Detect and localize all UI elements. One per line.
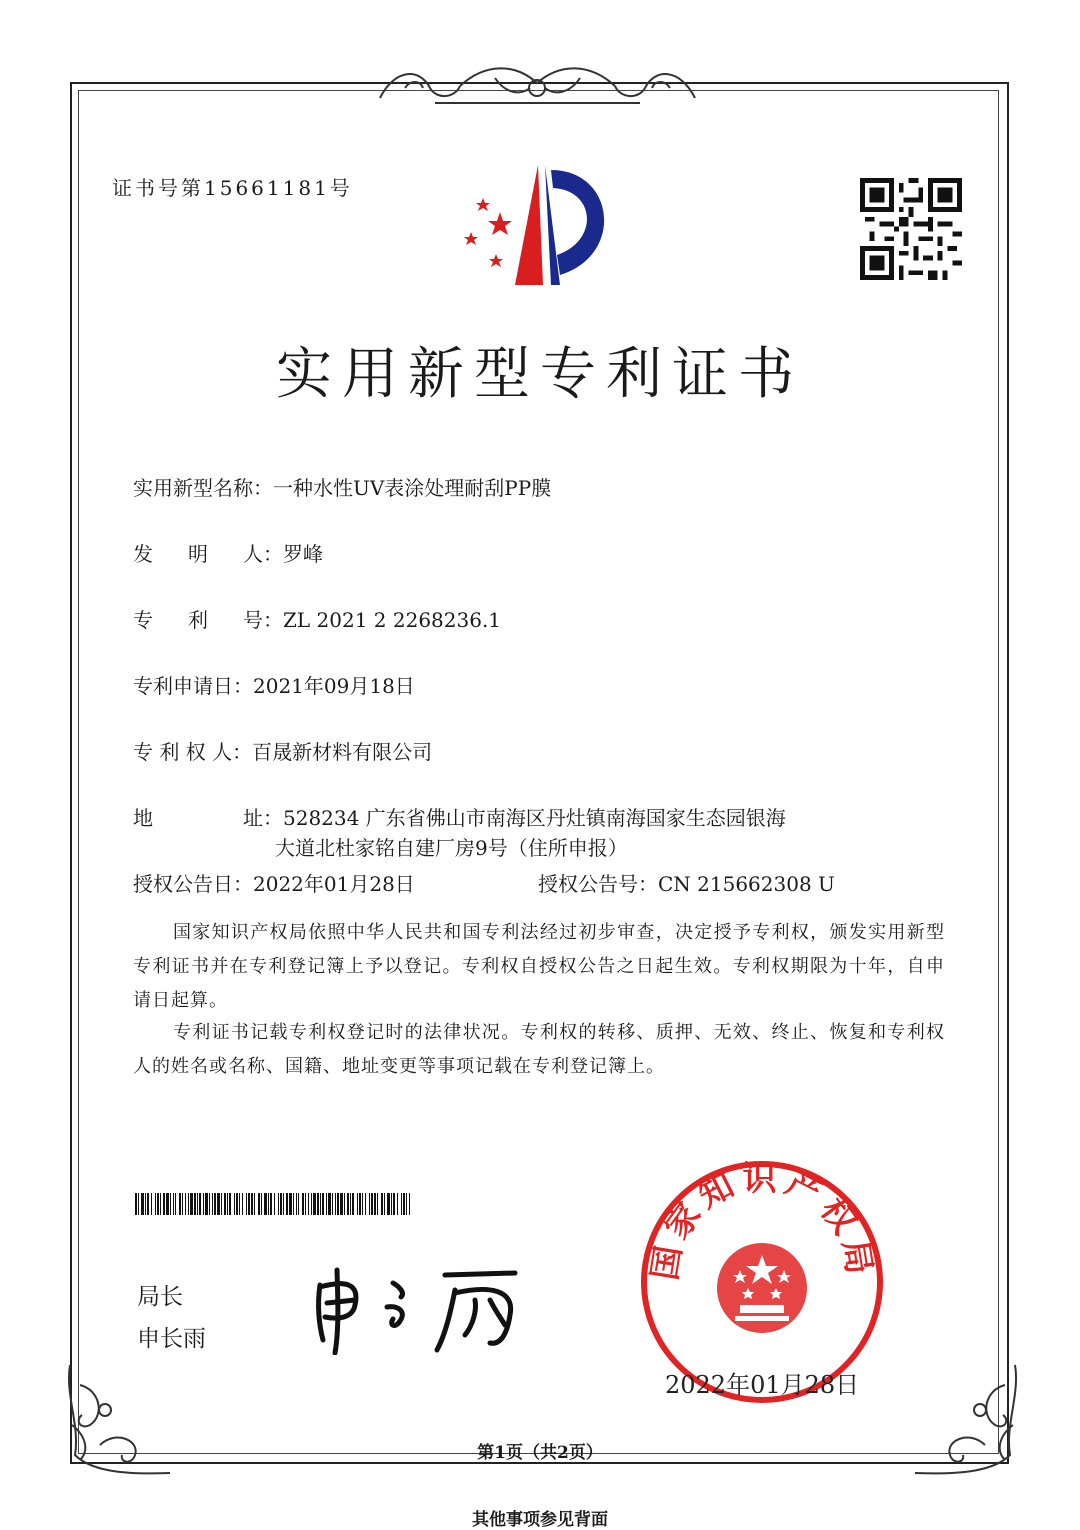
qr-code[interactable] (860, 178, 962, 280)
filing-date-value: 2021年09月18日 (253, 674, 415, 698)
grant-date-value: 2022年01月28日 (253, 872, 415, 896)
grant-number-label: 授权公告号： (538, 872, 658, 896)
inventor-label: 发 明 人 (133, 542, 263, 566)
patent-number-label: 专 利 号 (133, 608, 263, 632)
director-title: 局长 (137, 1284, 183, 1310)
grant-number-value: CN 215662308 U (658, 872, 835, 896)
seal-text: 国家知识产权局 (644, 1160, 881, 1283)
footer-note: 其他事项参见背面 (472, 1510, 608, 1530)
patentee-value: 百晟新材料有限公司 (252, 740, 433, 764)
address-line-2: 大道北杜家铭自建厂房9号（住所申报） (275, 836, 628, 860)
address-line-1: 528234 广东省佛山市南海区丹灶镇南海国家生态园银海 (283, 806, 786, 830)
filing-date-row (133, 670, 415, 699)
barcode (135, 1193, 410, 1215)
legal-paragraph-1: 国家知识产权局依照中华人民共和国专利法经过初步审查，决定授予专利权，颁发实用新型专利证书并在专利登记簿上予以登记。专利权自授权公告之日起生效。专利权期限为十年，自申请日起算。 (133, 922, 945, 1011)
patent-number-value: ZL 2021 2 2268236.1 (283, 608, 502, 632)
grant-date-label: 授权公告日： (133, 872, 253, 896)
utility-model-name-value: 一种水性UV表涂处理耐刮PP膜 (273, 476, 552, 500)
cnipa-logo (455, 160, 620, 290)
seal-date: 2022年01月28日 (665, 1371, 860, 1399)
patentee-row (133, 736, 432, 765)
utility-model-name-label: 实用新型名称： (133, 476, 273, 500)
inventor-value: 罗峰 (283, 542, 323, 566)
patent-number-row: 专 利 号 ：ZL 2021 2 2268236.1 (133, 604, 501, 633)
utility-model-name-row (133, 472, 551, 501)
patentee-label: 专 利 权 人： (133, 740, 253, 764)
filing-date-label: 专利申请日： (133, 674, 253, 698)
inventor-row: 发 明 人 ：罗峰 (133, 538, 323, 567)
grant-number-row (538, 868, 835, 897)
director-signature (305, 1255, 545, 1355)
director-name: 申长雨 (137, 1326, 206, 1352)
top-ornament (375, 58, 700, 113)
certificate-number: 证书号第15661181号 (112, 176, 353, 200)
page-number: 第1页（共2页） (477, 1443, 603, 1463)
certificate-title: 实用新型专利证书 (276, 342, 804, 407)
address-label: 地 址 (133, 806, 263, 830)
legal-paragraph-2: 专利证书记载专利权登记时的法律状况。专利权的转移、质押、无效、终止、恢复和专利权人的姓名或名称、国籍、地址变更等事项记载在专利登记簿上。 (133, 1022, 945, 1077)
grant-date-row (133, 868, 415, 897)
address-row: 地 址 ：528234 广东省佛山市南海区丹灶镇南海国家生态园银海 (133, 802, 786, 831)
